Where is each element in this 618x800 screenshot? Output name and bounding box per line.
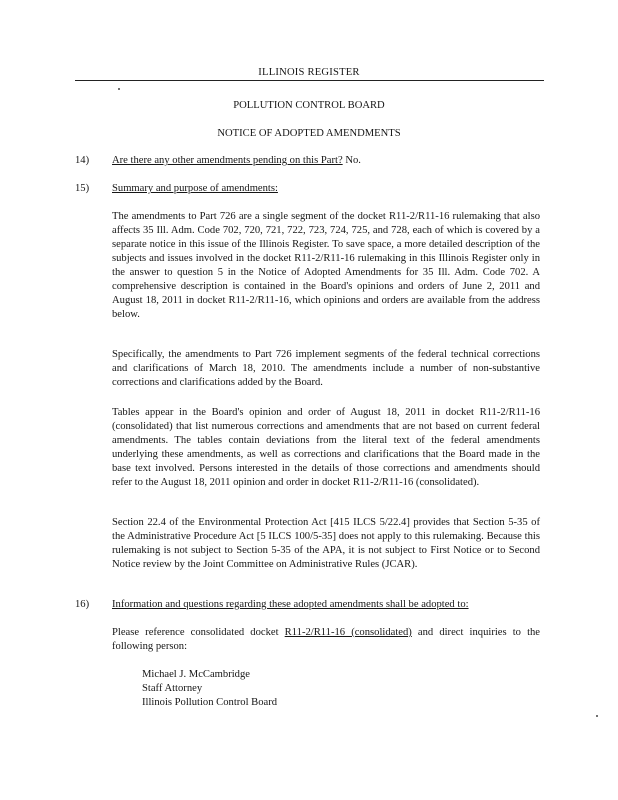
- scan-speck: [596, 715, 598, 717]
- item-14-number: 14): [75, 155, 90, 166]
- item-16-number: 16): [75, 599, 90, 610]
- inquiry-prefix: Please reference consolidated docket: [112, 627, 279, 638]
- summary-paragraph-2: Specifically, the amendments to Part 726 implement segments of the federal technical corrections and clarifications of March 18, 2010. The amendments include a number of non-substantive corrections and clarifications added by the Board.: [112, 349, 540, 388]
- item-15-number: 15): [75, 183, 90, 194]
- item-14-answer: No.: [345, 155, 361, 166]
- item-14: [112, 154, 542, 168]
- register-title: ILLINOIS REGISTER: [258, 67, 360, 78]
- contact-organization: Illinois Pollution Control Board: [142, 697, 278, 708]
- header-rule: [75, 80, 544, 81]
- item-14-question: Are there any other amendments pending on this Part?: [112, 155, 343, 166]
- contact-title: Staff Attorney: [142, 683, 203, 694]
- summary-paragraph-1: The amendments to Part 726 are a single segment of the docket R11-2/R11-16 rulemaking that also affects 35 Ill. Adm. Code 702, 720, 721, 722, 723, 724, 725, and 728, each of which is covered by a separate notice in this issue of the Illinois Register. To save space, a more detailed description of the subjects and issues involved in the docket R11-2/R11-16 rulemaking in this Illinois Register only in the answer to question 5 in the Notice of Adopted Amendments for 35 Ill. Adm. Code 702. A comprehensive description is contained in the Board's opinions and orders of June 2, 2011 and August 18, 2011 in docket R11-2/R11-16, which opinions and orders are available from the address below.: [112, 211, 540, 320]
- contact-name: Michael J. McCambridge: [142, 669, 250, 680]
- summary-paragraph-3: Tables appear in the Board's opinion and order of August 18, 2011 in docket R11-2/R11-16 (consolidated) that list numerous corrections and amendments that are not based on current federal amendments. The tables contain deviations from the literal text of the federal amendments underlying these amendments, as well as corrections and clarifications that the Board made in the base text involved. Persons interested in the details of those corrections and amendments should refer to the August 18, 2011 opinion and order in docket R11-2/R11-16 (consolidated).: [112, 407, 540, 488]
- inquiry-docket: R11-2/R11-16 (consolidated): [284, 627, 412, 638]
- notice-title: NOTICE OF ADOPTED AMENDMENTS: [217, 128, 401, 139]
- inquiry-suffix: and direct inquiries to the following person:: [112, 627, 541, 652]
- summary-paragraph-4: Section 22.4 of the Environmental Protection Act [415 ILCS 5/22.4] provides that Section 5-35 of the Administrative Procedure Act [5 ILCS 100/5-35] does not apply to this rulemaking. Because this rulemaking is not subject to Section 5-35 of the APA, it is not subject to First Notice or to Second Notice review by the Joint Committee on Administrative Rules (JCAR).: [112, 517, 540, 570]
- scan-speck: [118, 88, 120, 90]
- item-15-question: Summary and purpose of amendments:: [112, 183, 278, 194]
- item-16-question: Information and questions regarding these adopted amendments shall be adopted to:: [112, 599, 469, 610]
- inquiry-paragraph: [112, 626, 540, 654]
- agency-title: POLLUTION CONTROL BOARD: [233, 100, 385, 111]
